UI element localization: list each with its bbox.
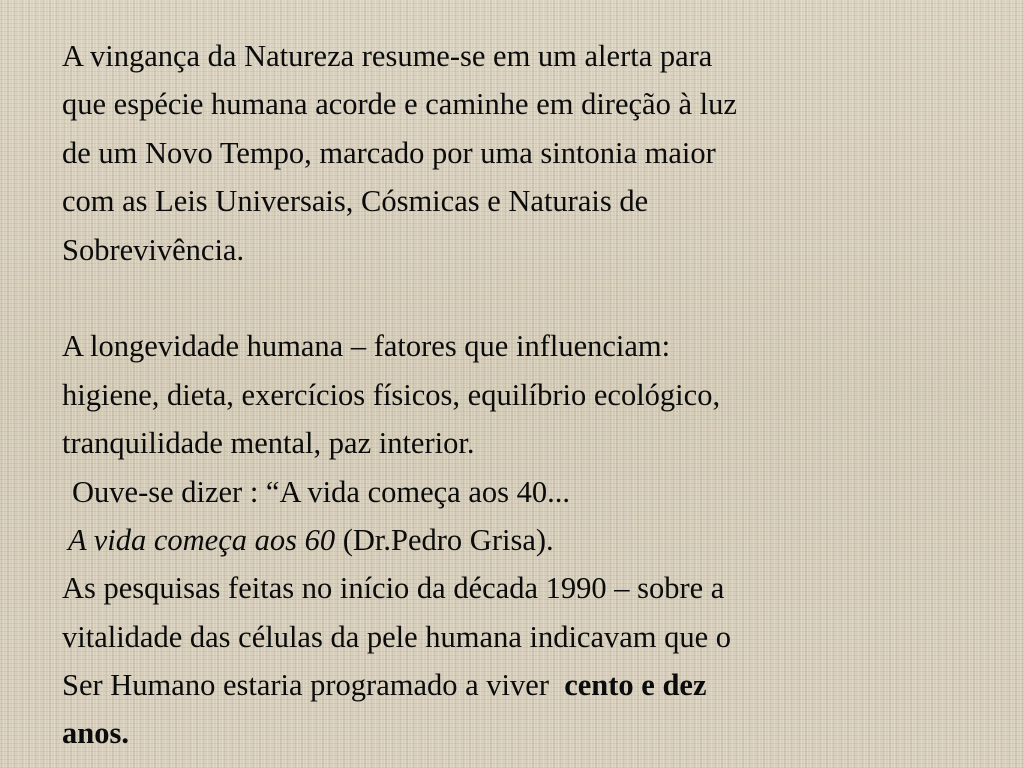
research-line3-container <box>62 661 962 709</box>
paragraph1-line2: que espécie humana acorde e caminhe em direção à luz <box>62 87 737 122</box>
citation-text: (Dr.Pedro Grisa). <box>342 522 554 557</box>
bold-phrase-part2: anos. <box>62 716 129 751</box>
quote-line: Ouve-se dizer : “A vida começa aos 40... <box>72 474 570 509</box>
paragraph1-line3: de um Novo Tempo, marcado por uma sintonia maior <box>62 135 716 170</box>
paragraph1-line1: A vingança da Natureza resume-se em um alerta para <box>62 39 713 73</box>
research-line1: As pesquisas feitas no início da década 1990 – sobre a <box>62 571 725 606</box>
research-line3: Ser Humano estaria programado a viver <box>62 668 549 703</box>
research-line4-container <box>62 709 962 757</box>
paragraph2-line1: A longevidade humana – fatores que influenciam: <box>62 329 671 364</box>
paragraph2-line3: tranquilidade mental, paz interior. <box>62 426 475 461</box>
paragraph1-line4: com as Leis Universais, Cósmicas e Naturais de <box>62 184 649 219</box>
paragraph1-line5: Sobrevivência. <box>62 232 245 267</box>
citation-line <box>62 516 962 564</box>
paragraph-gap <box>62 274 962 322</box>
slide-text-block <box>62 32 962 758</box>
paragraph2-line2: higiene, dieta, exercícios físicos, equilíbrio ecológico, <box>62 377 721 412</box>
bold-phrase-part1: cento e dez <box>564 668 707 703</box>
research-line2: vitalidade das células da pele humana indicavam que o <box>62 619 732 654</box>
italic-phrase: A vida começa aos 60 <box>68 522 336 557</box>
